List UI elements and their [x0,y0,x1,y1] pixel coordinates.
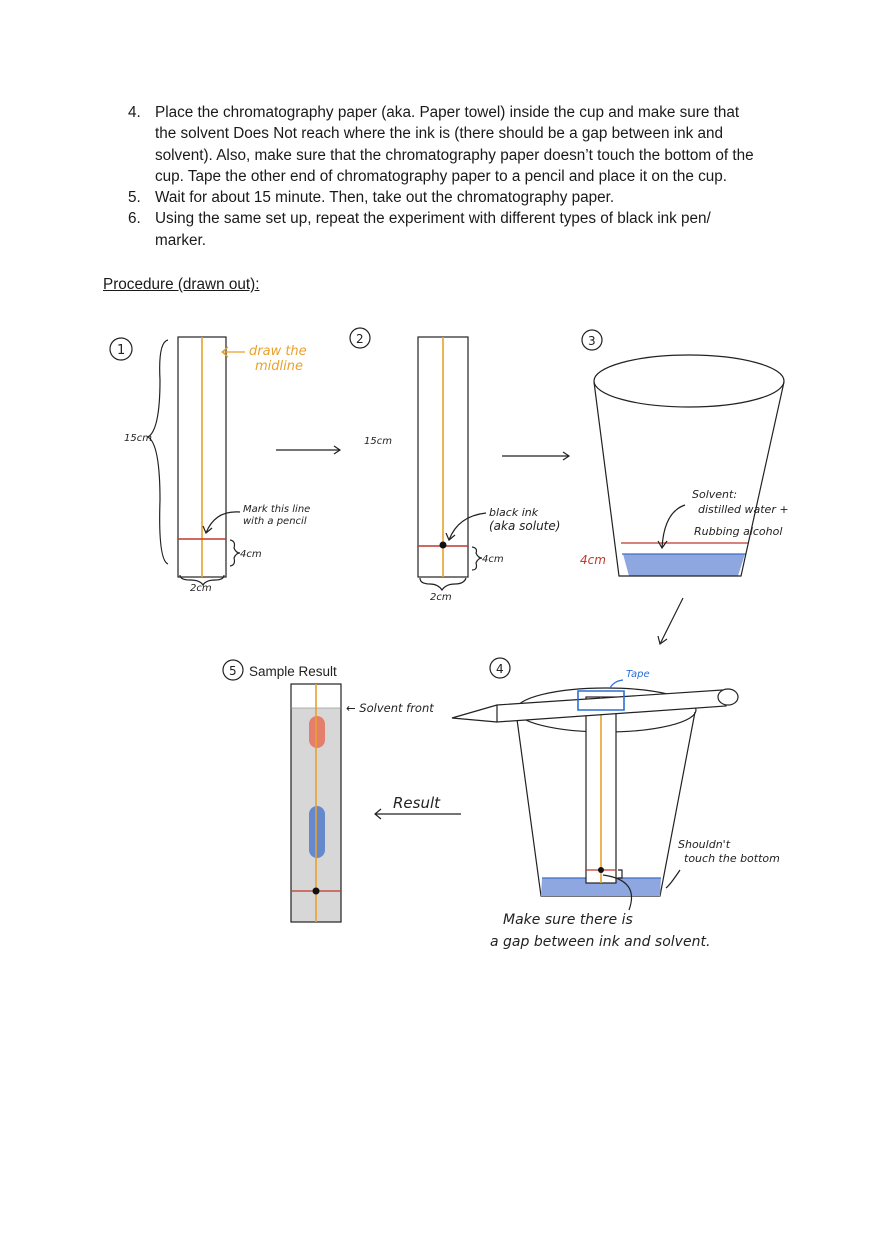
step5-red-spot [309,716,325,748]
step1-pencil-note-1: Mark this line [243,504,311,515]
step1-gap-label: 4cm [240,549,262,560]
step1-length-brace [148,340,168,564]
step1-midline-note-1: draw the [249,344,307,359]
step2-ink-dot [440,542,447,549]
step2-number: 2 [356,332,364,346]
step4-gap-note-1: Make sure there is [503,912,633,928]
step-line: the solvent Does Not reach where the ink is (there should be a gap between ink and [155,125,724,143]
step-number: 6. [128,210,141,228]
step3-solvent-note-2: distilled water + [698,503,789,516]
step4-tape-label: Tape [626,669,650,680]
step4-tape-arrow [610,680,623,688]
step-number: 4. [128,104,141,121]
step3-cup-body [594,382,784,576]
step4-pencil-tip [452,705,497,722]
step5-blue-spot [309,806,325,858]
step4-ink-dot [598,867,604,873]
arrow-3-to-4 [660,598,683,644]
step1-pencil-note-2: with a pencil [243,516,307,527]
step2-gap-brace [472,547,482,570]
step2-length-label: 15cm [364,436,392,447]
step3-number: 3 [588,334,596,348]
step-line: Place the chromatography paper (aka. Paper towel) inside the cup and make sure that [155,104,740,121]
step4-gap-bracket [618,870,622,878]
step4-pencil-eraser [718,689,738,705]
step5-solvent-front-label: ← Solvent front [346,701,434,715]
step-line: Using the same set up, repeat the experiment with different types of black ink pen/ [155,210,711,228]
step4-gap-note-2: a gap between ink and solvent. [490,934,711,950]
step3-solvent-note-3: Rubbing alcohol [694,525,783,538]
step-line: cup. Tape the other end of chromatography paper to a pencil and place it on the cup. [155,167,728,185]
step3-depth-label: 4cm [580,553,606,567]
step1-pencil-arrow [206,512,240,533]
step4-bottom-note-1: Shouldn't [678,838,731,851]
step-line: Wait for about 15 minute. Then, take out the chromatography paper. [155,189,615,207]
step3-solvent-arrow [662,505,685,548]
step1-number: 1 [117,343,126,358]
step-number: 5. [128,189,141,207]
step2-ink-note-1: black ink [489,506,539,519]
step1-gap-brace [230,540,240,566]
step4-bottom-arrow [666,870,680,888]
step5-result-label: Result [393,794,441,812]
step2-ink-note-2: (aka solute) [489,519,561,533]
step4-number: 4 [496,662,504,676]
step-line: marker. [155,231,206,249]
step1-length-label: 15cm [124,433,152,444]
step3-solvent [623,554,745,576]
step2-width-brace [420,578,466,590]
step-line: solvent). Also, make sure that the chromatography paper doesn’t touch the bottom of the [155,146,754,164]
step5-number: 5 [229,664,237,678]
step5-title: Sample Result [249,664,337,679]
step2-gap-label: 4cm [482,554,504,565]
procedure-heading: Procedure (drawn out): [103,276,260,293]
step1-midline-note-2: midline [255,359,303,374]
step4-bottom-note-2: touch the bottom [684,852,780,865]
step2-width-label: 2cm [430,592,452,603]
step3-solvent-note-1: Solvent: [692,488,738,501]
step3-cup-rim [594,355,784,407]
step1-width-label: 2cm [190,583,212,594]
step5-ink-dot [313,888,320,895]
